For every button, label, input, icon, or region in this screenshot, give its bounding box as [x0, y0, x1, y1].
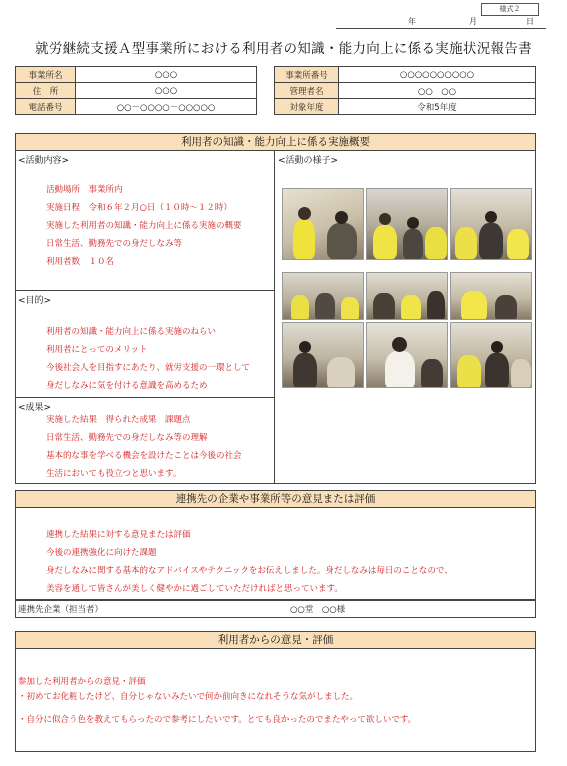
info-table-right — [274, 66, 536, 115]
purpose-lines — [46, 323, 250, 395]
partner-company-label: 連携先企業（担当者） — [18, 605, 104, 615]
activity-photo — [450, 188, 532, 260]
facility-name-label: 事業所名 — [16, 67, 76, 83]
results-label: <成果> — [18, 403, 52, 413]
users-line: 参加した利用者からの意見・評価 — [18, 677, 146, 687]
overview-divider — [274, 150, 275, 484]
partner-header: 連携先の企業や事業所等の意見または評価 — [15, 490, 536, 508]
activity-photo — [366, 188, 448, 260]
partner-lines — [46, 526, 453, 598]
users-line: ・自分に似合う色を教えてもらったので参考にしたいです。とても良かったのでまたやって欲しいです。 — [18, 715, 417, 725]
results-lines — [46, 411, 242, 483]
purpose-line: 利用者の知識・能力向上に係る実施のねらい — [46, 327, 217, 337]
info-table-left — [15, 66, 257, 115]
purpose-line: 今後社会人を目指すにあたり、就労支援の一環として — [46, 363, 251, 373]
page-title: 就労継続支援Ａ型事業所における利用者の知識・能力向上に係る実施状況報告書 — [35, 41, 532, 57]
phone-value: ○○－○○○○－○○○○○ — [76, 99, 257, 115]
partner-line: 今後の連携強化に向けた課題 — [46, 548, 157, 558]
activity-line: 実施した利用者の知識・能力向上に係る実施の概要 — [46, 221, 242, 231]
activity-photo — [450, 322, 532, 388]
date-month: 月 — [469, 17, 477, 26]
partner-line: 身だしなみに関する基本的なアドバイスやテクニックをお伝えしました。身だしなみは毎日のことなので、 — [46, 566, 453, 576]
activity-label: <活動内容> — [18, 156, 70, 166]
partner-line: 連携した結果に対する意見または評価 — [46, 530, 191, 540]
activity-photo — [366, 322, 448, 388]
fiscal-year-label: 対象年度 — [275, 99, 339, 115]
activity-photo — [282, 188, 364, 260]
results-line: 実施した結果 得られた成果 課題点 — [46, 415, 191, 425]
phone-label: 電話番号 — [16, 99, 76, 115]
date-year: 年 — [408, 17, 416, 26]
results-line: 生活においても役立つと思います。 — [46, 469, 182, 479]
activity-line: 利用者数 １０名 — [46, 257, 115, 267]
activity-photo — [450, 272, 532, 320]
date-field — [336, 16, 546, 29]
partner-line: 美容を通して皆さんが美しく健やかに過ごしていただければと思っています。 — [46, 584, 343, 594]
activity-line: 日常生活、勤務先での身だしなみ等 — [46, 239, 183, 249]
form-number-tag: 様式２ — [481, 3, 539, 16]
users-line: ・初めてお化粧したけど、自分じゃないみたいで何か前向きになれそうな気がしました。 — [18, 692, 359, 702]
activity-line: 活動場所 事業所内 — [46, 185, 123, 195]
purpose-line: 身だしなみに気を付ける意識を高めるため — [46, 381, 208, 391]
manager-value: ○○ ○○ — [339, 83, 536, 99]
fiscal-year-value: 令和5年度 — [339, 99, 536, 115]
purpose-divider — [15, 290, 275, 291]
partner-company-value: ○○堂 ○○様 — [290, 605, 346, 615]
facility-number-value: ○○○○○○○○○○ — [339, 67, 536, 83]
address-value: ○○○ — [76, 83, 257, 99]
purpose-line: 利用者にとってのメリット — [46, 345, 148, 355]
results-line: 日常生活、勤務先での身だしなみ等の理解 — [46, 433, 208, 443]
manager-label: 管理者名 — [275, 83, 339, 99]
overview-header: 利用者の知識・能力向上に係る実施概要 — [15, 133, 536, 151]
activity-photo — [282, 272, 364, 320]
activity-line: 実施日程 令和６年２月○日（１０時～１２時） — [46, 203, 232, 213]
results-line: 基本的な事を学べる機会を設けたことは今後の社会 — [46, 451, 242, 461]
activity-lines — [46, 181, 242, 271]
activity-photo — [282, 322, 364, 388]
date-day: 日 — [526, 17, 534, 26]
facility-name-value: ○○○ — [76, 67, 257, 83]
purpose-label: <目的> — [18, 296, 52, 306]
photos-label: <活動の様子> — [278, 156, 339, 166]
address-label: 住 所 — [16, 83, 76, 99]
users-header: 利用者からの意見・評価 — [15, 631, 536, 649]
results-divider — [15, 397, 275, 398]
activity-photo — [366, 272, 448, 320]
facility-number-label: 事業所番号 — [275, 67, 339, 83]
